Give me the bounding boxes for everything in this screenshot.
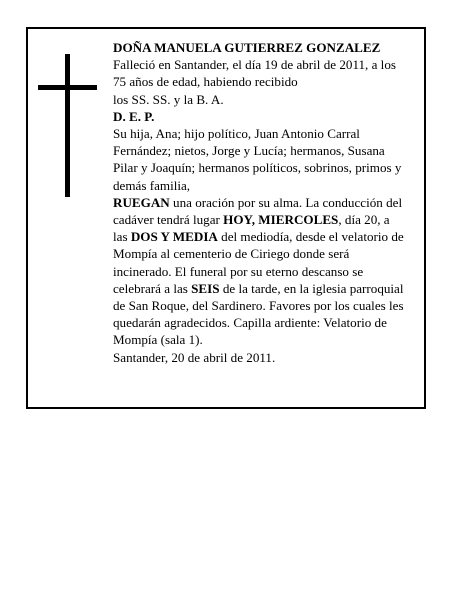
request-line: celebrará a las SEIS de la tarde, en la iglesia parroquial — [113, 280, 404, 296]
day-bold: HOY, MIERCOLES — [223, 212, 339, 228]
request-line: incinerado. El funeral por su eterno descanso se — [113, 263, 364, 279]
deceased-name: DOÑA MANUELA GUTIERREZ GONZALEZ — [113, 40, 381, 55]
family-line: Fernández; nietos, Jorge y Lucía; hermanos, Susana — [113, 143, 385, 159]
request-line: cadáver tendrá lugar HOY, MIERCOLES, día 20, a — [113, 212, 390, 228]
request-line: Mompía al cementerio de Ciriego donde será — [113, 246, 350, 262]
request-line: las DOS Y MEDIA del mediodía, desde el velatorio de — [113, 229, 404, 245]
family-line: demás familia, — [113, 177, 191, 193]
time-bold: DOS Y MEDIA — [130, 229, 218, 245]
request-bold: RUEGAN — [113, 194, 170, 210]
request-line: RUEGAN una oración por su alma. La conducción del — [113, 194, 403, 210]
cross-horizontal-bar — [38, 85, 97, 90]
death-line: 75 años de edad, habiendo recibido — [113, 74, 298, 90]
family-line: Pilar y Joaquín; hermanos políticos, sobrinos, primos y — [113, 160, 402, 176]
funeral-time-bold: SEIS — [191, 280, 220, 296]
request-line: Mompía (sala 1). — [113, 332, 203, 348]
death-line: los SS. SS. y la B. A. — [113, 91, 224, 107]
request-line: quedarán agradecidos. Capilla ardiente: Velatorio de — [113, 315, 387, 331]
obituary-text — [113, 39, 421, 366]
closing-place-date: Santander, 20 de abril de 2011. — [113, 349, 276, 365]
family-line: Su hija, Ana; hijo político, Juan Antonio Carral — [113, 126, 360, 142]
cross-vertical-bar — [65, 54, 70, 197]
dep-label: D. E. P. — [113, 108, 155, 124]
request-line: de San Roque, del Sardinero. Favores por los cuales les — [113, 298, 404, 314]
cross-icon — [38, 54, 97, 197]
death-line: Falleció en Santander, el día 19 de abril de 2011, a los — [113, 57, 396, 73]
